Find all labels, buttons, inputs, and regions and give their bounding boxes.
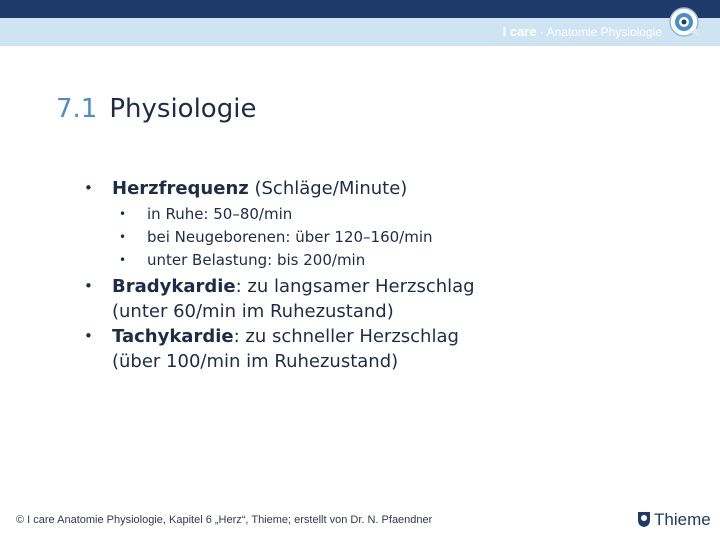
sub-bullet-dot: • — [119, 207, 127, 221]
sub-bullet-dot: • — [119, 253, 127, 267]
heart-book-logo-icon — [669, 6, 703, 40]
sub-item-ruhe — [119, 203, 684, 226]
sub-item-belastung — [119, 249, 684, 272]
header-dark-band — [0, 0, 720, 18]
term-tachykardie: Tachykardie — [112, 326, 234, 347]
bradykardie-detail: (unter 60/min im Ruhezustand) — [112, 301, 394, 322]
term-bradykardie: Bradykardie — [112, 276, 236, 297]
publisher-name: Thieme — [654, 510, 711, 529]
title-text: Physiologie — [109, 94, 257, 124]
title-number: 7.1 — [56, 94, 98, 124]
slide-title — [56, 94, 256, 124]
bullet-dot: • — [84, 277, 93, 295]
bullet-herzfrequenz — [84, 176, 684, 201]
thieme-logo — [637, 510, 711, 530]
brand-bold: I care — [502, 24, 537, 39]
herzfrequenz-sublist — [119, 203, 684, 272]
tachykardie-detail: (über 100/min im Ruhezustand) — [112, 351, 399, 372]
sub-item-text: in Ruhe: 50–80/min — [147, 205, 293, 223]
brand-text — [503, 24, 662, 39]
bullet-tachykardie — [84, 324, 684, 374]
sub-item-text: bei Neugeborenen: über 120–160/min — [147, 228, 433, 246]
slide-content — [84, 176, 684, 374]
bradykardie-desc: : zu langsamer Herzschlag — [235, 276, 475, 297]
bullet-bradykardie — [84, 274, 684, 324]
brand-subtitle: · Anatomie Physiologie — [536, 25, 662, 39]
footer-copyright: © I care Anatomie Physiologie, Kapitel 6 „Herz“, Thieme; erstellt von Dr. N. Pfaendner — [16, 514, 433, 526]
bullet-dot: • — [84, 179, 93, 197]
sub-bullet-dot: • — [119, 230, 127, 244]
bullet-dot: • — [84, 327, 93, 345]
tachykardie-desc: : zu schneller Herzschlag — [233, 326, 459, 347]
sub-item-text: unter Belastung: bis 200/min — [147, 251, 366, 269]
term-herzfrequenz: Herzfrequenz — [112, 178, 249, 199]
sub-item-neugeborene — [119, 226, 684, 249]
herzfrequenz-desc: (Schläge/Minute) — [248, 178, 408, 199]
thieme-shield-icon — [637, 511, 651, 528]
